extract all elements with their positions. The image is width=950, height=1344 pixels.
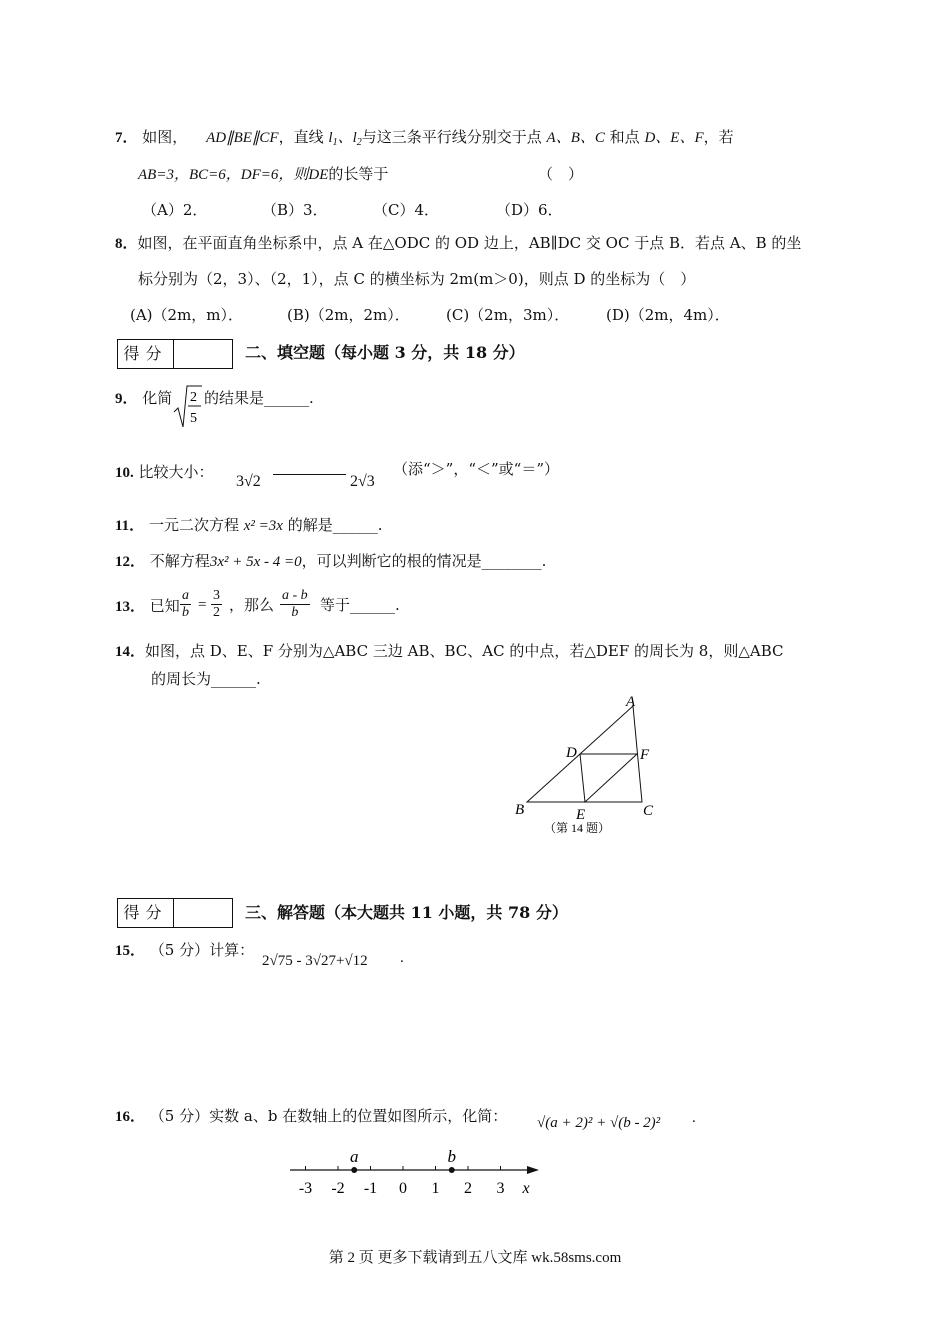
q8-option-d: (D)（2m，4m）． bbox=[606, 306, 730, 324]
q8-option-a: (A)（2m，m）． bbox=[130, 306, 244, 324]
q7-option-a: （A）2． bbox=[142, 201, 208, 219]
q12-line bbox=[115, 551, 546, 572]
q13-fraction-ab bbox=[180, 588, 191, 621]
q13-post: 等于______. bbox=[320, 596, 400, 614]
q16-post: . bbox=[692, 1110, 696, 1126]
label-f: F bbox=[640, 747, 650, 763]
q8-number: 8． bbox=[115, 236, 138, 252]
q10-right: 2√3 bbox=[350, 473, 375, 490]
q7-option-b: （B）3． bbox=[262, 201, 328, 219]
q15-pre: （5 分）计算： bbox=[149, 941, 255, 959]
axis-variable-label: x bbox=[522, 1180, 530, 1197]
q9-frac-den: 5 bbox=[190, 411, 197, 426]
q12-number: 12． bbox=[115, 554, 146, 570]
q7-option-c: （C）4． bbox=[373, 201, 440, 219]
label-b: B bbox=[515, 802, 525, 818]
section3-score-box bbox=[117, 898, 233, 928]
q16-number: 16． bbox=[115, 1109, 146, 1125]
q16-pre: （5 分）实数 a、b 在数轴上的位置如图所示，化简： bbox=[149, 1107, 508, 1125]
q7-points-2: D、E、F bbox=[644, 130, 704, 146]
q10-left: 3√2 bbox=[236, 473, 261, 490]
q8-text-1: 如图，在平面直角坐标系中，点 A 在△ODC 的 OD 边上，AB∥DC 交 OC 于点 B．若点 A、B 的坐 bbox=[137, 234, 802, 252]
q12-post: ，可以判断它的根的情况是________. bbox=[301, 552, 547, 570]
q15-line bbox=[115, 940, 254, 961]
q13-number: 13． bbox=[115, 599, 146, 615]
q13-f2-den: 2 bbox=[213, 605, 220, 620]
q15-expression: 2√75 - 3√27+√12 bbox=[262, 953, 368, 969]
q13-f3-den: b bbox=[280, 604, 310, 621]
q7-lines: $l_1$、$l_2$ bbox=[328, 130, 362, 148]
q7-text: 如图， bbox=[142, 128, 188, 146]
q16-number-line bbox=[285, 1142, 545, 1202]
q8-line1 bbox=[115, 233, 801, 254]
q11-equation: x² =3x bbox=[243, 518, 283, 534]
q10-blank bbox=[273, 474, 346, 475]
q14-figure bbox=[510, 690, 670, 840]
q10-line bbox=[115, 462, 214, 483]
q13-mid: ，那么 bbox=[229, 596, 275, 614]
q14-line1 bbox=[115, 641, 783, 662]
q10-pre: 比较大小： bbox=[138, 463, 214, 481]
label-c: C bbox=[643, 803, 654, 819]
q11-line bbox=[115, 515, 383, 536]
q7-condition: AD∥BE∥CF bbox=[206, 130, 279, 146]
label-a: A bbox=[626, 694, 636, 710]
q13-fraction-32 bbox=[211, 588, 222, 621]
q12-equation: 3x² + 5x - 4 =0 bbox=[209, 554, 302, 570]
q15-number: 15． bbox=[115, 943, 146, 959]
axis-tick-label: 3 bbox=[496, 1180, 505, 1197]
q9-post: 的结果是______. bbox=[204, 389, 314, 407]
q9-pre: 化简 bbox=[142, 389, 173, 407]
q11-number: 11． bbox=[115, 518, 145, 534]
score-cell bbox=[174, 340, 232, 368]
section3-title: 三、解答题（本大题共 11 小题，共 78 分） bbox=[245, 903, 568, 922]
q7-line1 bbox=[115, 127, 734, 153]
q14-caption: （第 14 题） bbox=[544, 821, 611, 835]
score-label: 得分 bbox=[118, 899, 174, 927]
q7-line2 bbox=[138, 164, 388, 185]
q7-option-d: （D）6． bbox=[496, 201, 563, 219]
point-b-label: b bbox=[447, 1147, 456, 1166]
q11-post: 的解是______. bbox=[287, 516, 383, 534]
q13-f1-num: a bbox=[182, 588, 189, 603]
point-b-dot bbox=[449, 1167, 455, 1173]
q7-de: DE bbox=[308, 167, 329, 183]
q8-line2: 标分别为（2，3）、（2，1），点 C 的横坐标为 2m(m＞0)，则点 D 的坐标为（ ） bbox=[138, 270, 696, 288]
q13-pre: 已知 bbox=[149, 597, 180, 615]
point-a-label: a bbox=[350, 1147, 359, 1166]
q7-text-mid: ，直线 bbox=[278, 128, 324, 146]
score-cell bbox=[174, 899, 232, 927]
q7-givens: AB=3，BC=6，DF=6，则 bbox=[138, 167, 309, 183]
q7-number: 7． bbox=[115, 130, 138, 146]
axis-tick-label: 1 bbox=[431, 1180, 440, 1197]
q14-number: 14． bbox=[115, 644, 146, 660]
q10-number: 10. bbox=[115, 465, 134, 481]
q9-line bbox=[115, 388, 172, 409]
page-footer: 第 2 页 更多下载请到五八文库 wk.58sms.com bbox=[328, 1250, 622, 1266]
section2-title: 二、填空题（每小题 3 分，共 18 分） bbox=[245, 343, 525, 362]
q16-line bbox=[115, 1106, 507, 1127]
point-a-dot bbox=[351, 1167, 357, 1173]
q8-option-b: (B)（2m，2m）． bbox=[287, 306, 410, 324]
q7-answer-paren: （ ） bbox=[538, 165, 584, 183]
q9-frac-num: 2 bbox=[190, 390, 197, 405]
q9-sqrt-fraction bbox=[172, 384, 204, 430]
q7-text-and: 和点 bbox=[609, 128, 640, 146]
q11-pre: 一元二次方程 bbox=[148, 516, 239, 534]
q14-text-1: 如图，点 D、E、F 分别为△ABC 三边 AB、BC、AC 的中点，若△DEF 的周长为 8，则△ABC bbox=[145, 642, 784, 660]
label-e: E bbox=[576, 807, 586, 823]
q13-equals: = bbox=[198, 597, 207, 613]
q15-post: . bbox=[400, 950, 404, 966]
q13-f2-num: 3 bbox=[213, 588, 220, 603]
axis-tick-label: -3 bbox=[298, 1180, 313, 1197]
q14-line2: 的周长为______. bbox=[151, 670, 261, 688]
triangle-def bbox=[580, 754, 637, 802]
q13-fraction-amb bbox=[280, 588, 310, 621]
q10-post: （添“＞”，“＜”或“＝”） bbox=[393, 460, 560, 478]
q7-points-1: A、B、C bbox=[546, 130, 605, 146]
axis-tick-label: 2 bbox=[464, 1180, 472, 1197]
q13-line bbox=[115, 595, 180, 618]
q7-ask: 的长等于 bbox=[328, 165, 389, 183]
section2-score-box bbox=[117, 339, 233, 369]
q13-f3-num: a - b bbox=[282, 588, 308, 603]
q12-pre: 不解方程 bbox=[149, 552, 210, 570]
q8-option-c: (C)（2m，3m）． bbox=[446, 306, 570, 324]
axis-arrow-icon bbox=[527, 1166, 539, 1174]
axis-tick-label: -1 bbox=[363, 1180, 378, 1197]
label-d: D bbox=[566, 745, 577, 761]
q7-text-rest: 与这三条平行线分别交于点 bbox=[361, 128, 542, 146]
score-label: 得分 bbox=[118, 340, 174, 368]
q7-text-end: ，若 bbox=[703, 128, 734, 146]
q16-expression: √(a + 2)² + √(b - 2)² bbox=[537, 1115, 661, 1131]
q13-f1-den: b bbox=[182, 605, 189, 620]
axis-tick-label: 0 bbox=[399, 1180, 407, 1197]
axis-tick-label: -2 bbox=[331, 1180, 345, 1197]
q9-number: 9． bbox=[115, 391, 138, 407]
